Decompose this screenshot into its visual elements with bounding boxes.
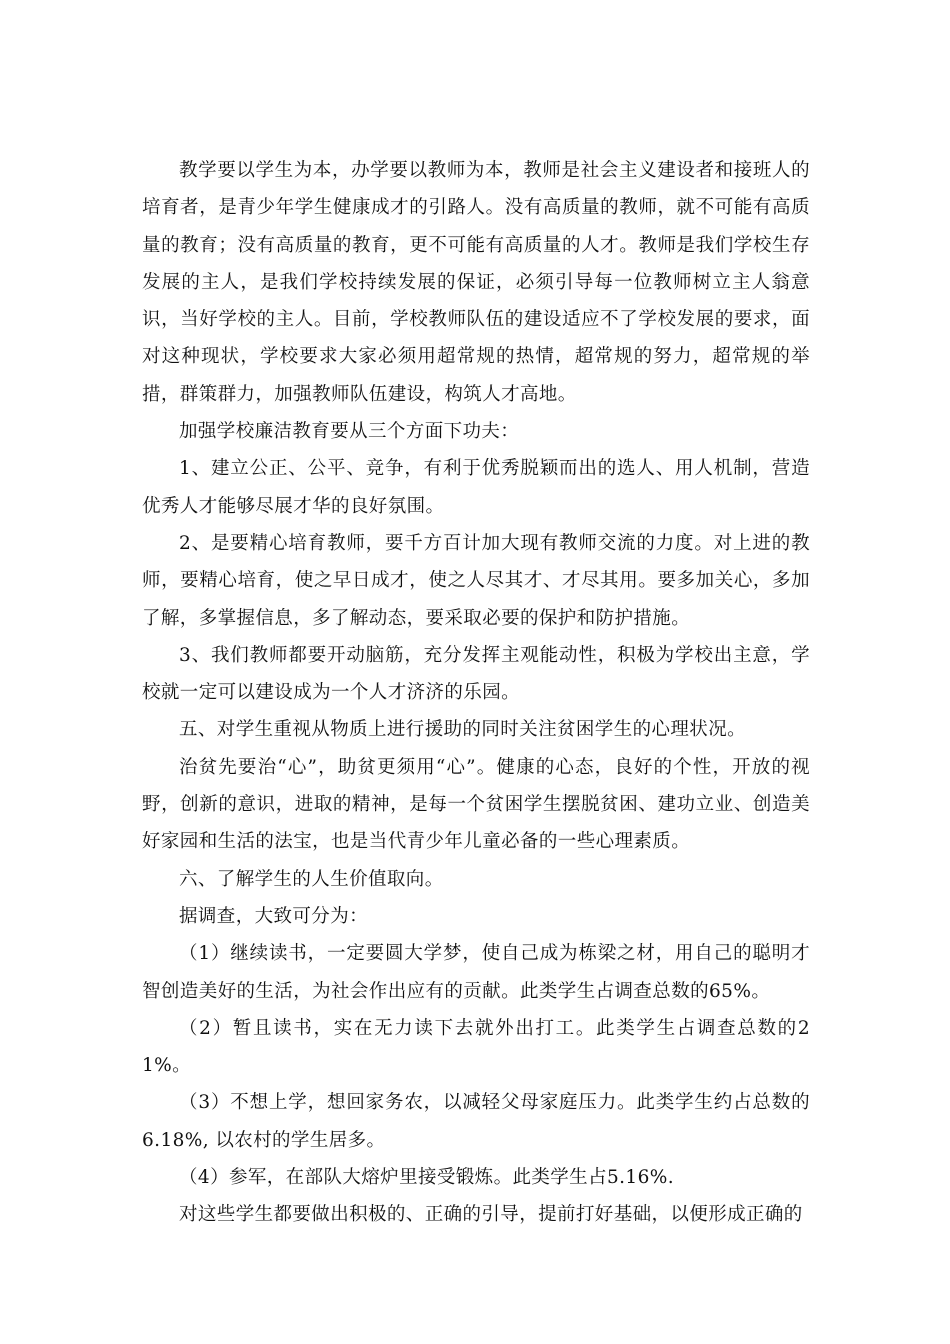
document-body (142, 152, 810, 1233)
paragraph-point-3: 3、我们教师都要开动脑筋，充分发挥主观能动性，积极为学校出主意，学校就一定可以建设成为一个人才济济的乐园。 (142, 644, 810, 704)
survey-item-4: （4）参军，在部队大熔炉里接受锻炼。此类学生占5.16%. (179, 1167, 675, 1189)
survey-item-1: （1）继续读书，一定要圆大学梦，使自己成为栋梁之材，用自己的聪明才智创造美好的生活，为社会作出应有的贡献。此类学生占调查总数的65%。 (142, 943, 810, 1002)
paragraph-guidance: 对这些学生都要做出积极的、正确的引导，提前打好基础，以便形成正确的 (179, 1204, 803, 1226)
heading-section-6: 六、了解学生的人生价值取向。 (179, 868, 444, 890)
paragraph-point-1: 1、建立公正、公平、竞争，有利于优秀脱颖而出的选人、用人机制，营造优秀人才能够尽展才华的良好氛围。 (142, 458, 810, 517)
paragraph-point-2: 2、是要精心培育教师，要千方百计加大现有教师交流的力度。对上进的教师，要精心培育，使之早日成才，使之人尽其才、才尽其用。要多加关心，多加了解，多掌握信息，多了解动态，要采取必要的保护和防护措施。 (142, 532, 810, 629)
survey-item-3: （3）不想上学，想回家务农，以减轻父母家庭压力。此类学生约占总数的6.18%, 以农村的学生居多。 (142, 1092, 810, 1151)
heading-section-5: 五、对学生重视从物质上进行援助的同时关注贫困学生的心理状况。 (179, 719, 747, 741)
paragraph-survey-intro: 据调查，大致可分为： (179, 905, 369, 927)
paragraph-integrity-intro: 加强学校廉洁教育要从三个方面下功夫： (179, 421, 520, 443)
paragraph-teacher-role: 教学要以学生为本，办学要以教师为本，教师是社会主义建设者和接班人的培育者，是青少年学生健康成才的引路人。没有高质量的教师，就不可能有高质量的教育；没有高质量的教育，更不可能有高质量的人才。教师是我们学校生存发展的主人，是我们学校持续发展的保证，必须引导每一位教师树立主人翁意识，当好学校的主人。目前，学校教师队伍的建设适应不了学校发展的要求，面对这种现状，学校要求大家必须用超常规的热情，超常规的努力，超常规的举措，群策群力，加强教师队伍建设，构筑人才高地。 (142, 160, 810, 405)
survey-item-2: （2）暂且读书，实在无力读下去就外出打工。此类学生占调查总数的21%。 (142, 1017, 810, 1077)
paragraph-psychology: 治贫先要治“心”，助贫更须用“心”。健康的心态，良好的个性，开放的视野，创新的意识，进取的精神，是每一个贫困学生摆脱贫困、建功立业、创造美好家园和生活的法宝，也是当代青少年儿童必备的一些心理素质。 (142, 756, 810, 853)
